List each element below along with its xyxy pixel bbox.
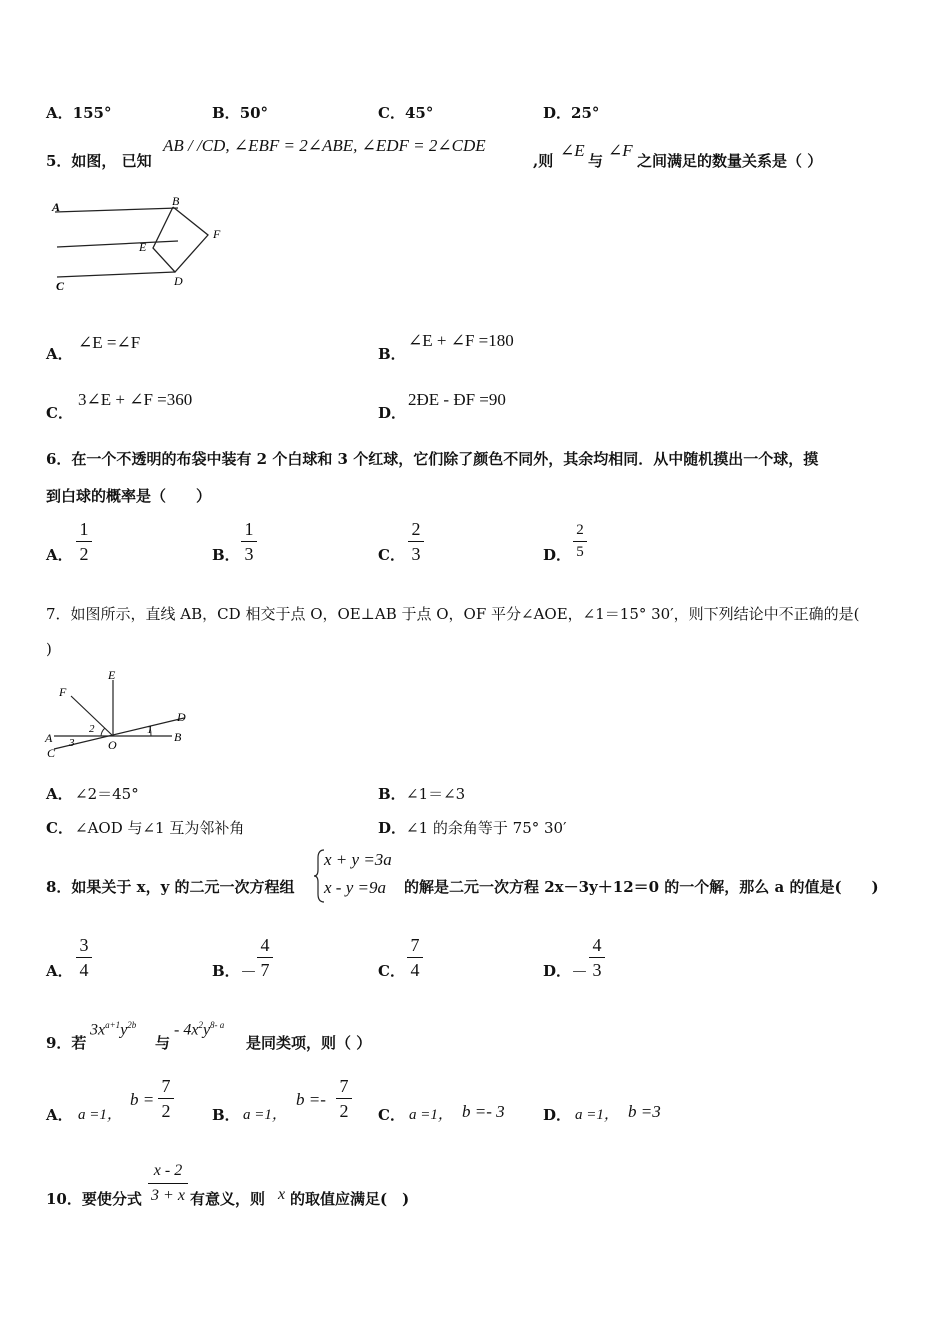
q7-option-c-label: C． [46, 819, 73, 837]
q9-option-d-label: D． [543, 1106, 572, 1124]
q8-option-d-label: D． [543, 962, 572, 980]
q7-label-2: 2 [89, 723, 95, 735]
q7-option-d: ∠1 的余角等于 75° 30′ [406, 819, 567, 837]
q7-label-3: 3 [69, 737, 75, 749]
q6-line2: 到白球的概率是（ ） [46, 487, 212, 505]
q7-line2: ) [46, 640, 52, 658]
q5-option-a: ∠E =∠F [78, 333, 141, 352]
q9-option-a-a: a =1， [78, 1107, 122, 1123]
q5-suffix: 之间满足的数量关系是（ ） [637, 152, 823, 170]
q6-option-d-fraction: 2 5 [573, 521, 587, 562]
q7-option-b-label: B． [378, 785, 406, 803]
q5-figure [45, 190, 245, 300]
q5-label-b: B [172, 194, 180, 208]
q6-option-a-fraction: 1 2 [76, 518, 92, 565]
q10-prefix: 10．要使分式 [46, 1190, 142, 1208]
q4-option-d: D．25° [543, 104, 600, 122]
q9-option-c-b: b =- 3 [462, 1102, 505, 1121]
q5-option-c: 3∠E + ∠F =360 [78, 390, 193, 409]
q8-option-b-fraction: 4 7 [257, 934, 273, 981]
q8-option-a-fraction: 3 4 [76, 934, 92, 981]
q5-mid2: 与 [588, 152, 604, 170]
q8-eq2: x - y =9a [324, 878, 386, 897]
q4-option-a: A．155° [46, 104, 112, 122]
q7-label-f: F [59, 685, 67, 699]
q7-label-b: B [174, 730, 182, 744]
q4-option-b: B．50° [212, 104, 269, 122]
q9-option-d-b: b =3 [628, 1102, 661, 1121]
q10-fraction: x - 2 3 + x [148, 1160, 188, 1207]
q5-option-b-label: B． [378, 345, 406, 363]
q9-option-c-label: C． [378, 1106, 405, 1124]
q7-line1: 7．如图所示，直线 AB，CD 相交于点 O，OE⊥AB 于点 O，OF 平分∠AOE，∠1＝15° 30′，则下列结论中不正确的是( [46, 605, 860, 623]
q5-label-c: C [56, 279, 65, 293]
q7-option-a-label: A． [46, 785, 73, 803]
q7-option-c: ∠AOD 与∠1 互为邻补角 [75, 819, 245, 837]
q7-label-o: O [108, 738, 117, 752]
q5-label-f: F [213, 227, 221, 241]
q9-option-a-label: A． [46, 1106, 73, 1124]
q7-label-a: A [45, 731, 53, 745]
q5-option-d-label: D． [378, 404, 407, 422]
q7-option-b: ∠1＝∠3 [406, 785, 466, 803]
q5-formula: AB / /CD, ∠EBF = 2∠ABE, ∠EDF = 2∠CDE [163, 136, 486, 155]
q8-eq1: x + y =3a [324, 850, 392, 869]
q9-suffix: 是同类项，则（ ） [246, 1034, 372, 1052]
q6-option-a-label: A． [46, 546, 73, 564]
q7-option-d-label: D． [378, 819, 407, 837]
q4-option-c: C．45° [378, 104, 434, 122]
q9-option-b-b: b =- [296, 1090, 326, 1109]
q5-label-a: A [52, 200, 61, 214]
q5-label-e: E [139, 240, 147, 254]
q9-option-b-a: a =1， [243, 1107, 287, 1123]
q5-prefix: 5．如图， 已知 [46, 152, 152, 170]
q8-option-a-label: A． [46, 962, 73, 980]
q6-option-c-label: C． [378, 546, 405, 564]
q5-option-d: 2ÐE - ÐF =90 [408, 390, 506, 409]
q7-label-c: C [47, 746, 56, 760]
q8-suffix: 的解是二元一次方程 2x－3y＋12＝0 的一个解，那么 a 的值是( ) [404, 878, 879, 896]
q5-angle-f: ∠F [608, 141, 633, 160]
q9-option-b-label: B． [212, 1106, 240, 1124]
q9-mid: 与 [155, 1034, 171, 1052]
q7-option-a: ∠2＝45° [75, 785, 139, 803]
q9-option-c-a: a =1， [409, 1107, 453, 1123]
q8-option-c-label: C． [378, 962, 405, 980]
q8-option-d-fraction: 4 3 [589, 934, 605, 981]
q8-option-d-sign: － [571, 963, 588, 982]
q6-line1: 6．在一个不透明的布袋中装有 2 个白球和 3 个红球，它们除了颜色不同外，其余均相同．从中随机摸出一个球，摸 [46, 450, 819, 468]
q10-var: x [278, 1186, 286, 1203]
q9-option-d-a: a =1， [575, 1107, 619, 1123]
q6-option-b-fraction: 1 3 [241, 518, 257, 565]
q8-prefix: 8．如果关于 x，y 的二元一次方程组 [46, 878, 295, 896]
q5-label-d: D [174, 274, 183, 288]
q5-option-c-label: C． [46, 404, 73, 422]
q8-option-c-fraction: 7 4 [407, 934, 423, 981]
q10-suffix: 有意义，则 [190, 1190, 266, 1208]
q9-option-a-b: b = [130, 1090, 155, 1109]
q5-option-b: ∠E + ∠F =180 [408, 331, 514, 350]
q10-suffix2: 的取值应满足( ) [290, 1190, 410, 1208]
q6-option-d-label: D． [543, 546, 572, 564]
q9-option-b-fraction: 7 2 [336, 1075, 352, 1122]
q9-term1: $3x^{a+1}y^{2b}$ [90, 1020, 137, 1039]
q7-figure [44, 666, 204, 766]
q7-label-e: E [108, 668, 116, 682]
q5-option-a-label: A． [46, 345, 73, 363]
q8-option-b-sign: － [240, 963, 257, 982]
q7-label-1: 1 [147, 724, 153, 736]
q9-term2: - $4x^2y^{8- a}$ [174, 1020, 225, 1039]
q9-prefix: 9．若 [46, 1034, 87, 1052]
q6-option-c-fraction: 2 3 [408, 518, 424, 565]
q9-option-a-fraction: 7 2 [158, 1075, 174, 1122]
q7-label-d: D [177, 710, 186, 724]
q5-angle-e: ∠E [560, 141, 585, 160]
q6-option-b-label: B． [212, 546, 240, 564]
q8-option-b-label: B． [212, 962, 240, 980]
q5-mid1: ,则 [533, 152, 554, 170]
